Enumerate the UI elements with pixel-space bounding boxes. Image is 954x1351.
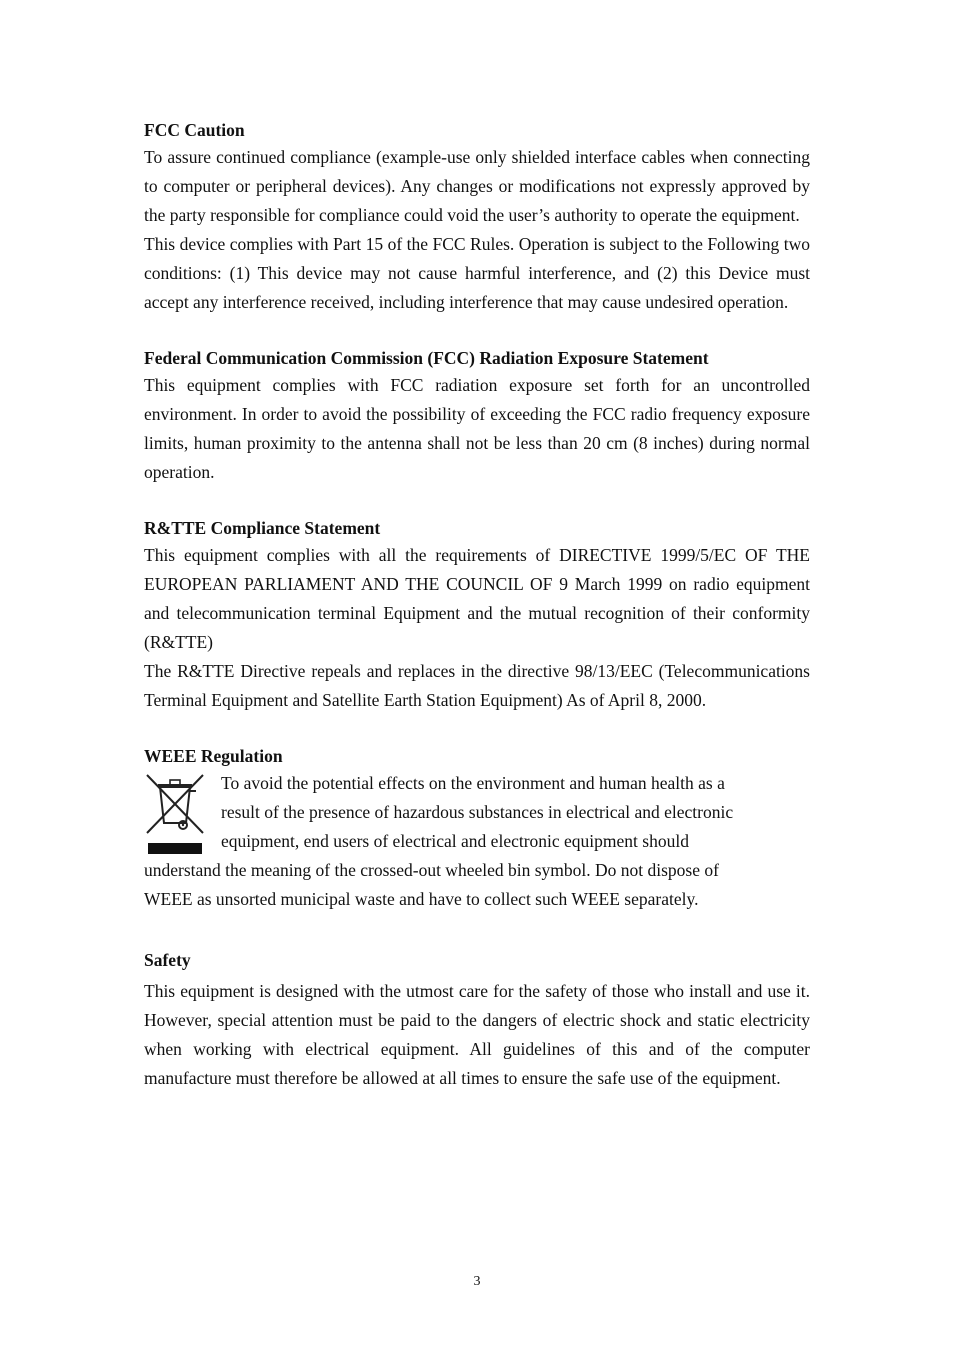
section-gap — [144, 317, 810, 346]
radiation-paragraph-1: This equipment complies with FCC radiation exposure set forth for an uncontrolled environment. In order to avoid the possibility of exceeding the FCC radio frequency exposure limits, human proximity to the antenna shall not be less than 20 cm (8 inches) during normal operation. — [144, 375, 810, 482]
document-page — [144, 118, 810, 1093]
safety-section — [144, 943, 810, 1093]
safety-paragraph-1: This equipment is designed with the utmost care for the safety of those who install and use it. However, special attention must be paid to the dangers of electric shock and static electricity when working with electrical equipment. All guidelines of this and of the computer manufacture must therefore be allowed at all times to ensure the safe use of the equipment. — [144, 981, 810, 1088]
page-number: 3 — [473, 1274, 481, 1289]
weee-line-3: equipment, end users of electrical and electronic equipment should — [221, 831, 689, 851]
weee-title: WEEE Regulation — [144, 746, 283, 766]
crossed-out-wheeled-bin-icon — [144, 773, 206, 857]
section-gap — [144, 715, 810, 744]
fcc-caution-paragraph-2: This device complies with Part 15 of the FCC Rules. Operation is subject to the Following two conditions: (1) This device may not cause harmful interference, and (2) this Device must accept any interference received, including interference that may cause undesired operation. — [144, 234, 810, 312]
weee-line-2: result of the presence of hazardous substances in electrical and electronic — [221, 802, 734, 822]
fcc-caution-paragraph-1: To assure continued compliance (example-use only shielded interface cables when connecting to computer or peripheral devices). Any changes or modifications not expressly approved by the party responsible for compliance could void the user’s authority to operate the equipment. — [144, 147, 810, 225]
fcc-caution-section — [144, 118, 810, 317]
radiation-title: Federal Communication Commission (FCC) Radiation Exposure Statement — [144, 348, 709, 368]
weee-section — [144, 744, 810, 914]
weee-body — [144, 769, 810, 914]
radiation-section — [144, 346, 810, 487]
rtte-section — [144, 516, 810, 715]
fcc-caution-title: FCC Caution — [144, 120, 245, 140]
rtte-title: R&TTE Compliance Statement — [144, 518, 381, 538]
weee-line-4: understand the meaning of the crossed-out wheeled bin symbol. Do not dispose of — [144, 860, 719, 880]
weee-line-1: To avoid the potential effects on the environment and human health as a — [221, 773, 725, 793]
rtte-paragraph-1: This equipment complies with all the requirements of DIRECTIVE 1999/5/EC OF THE EUROPEAN PARLIAMENT AND THE COUNCIL OF 9 March 1999 on radio equipment and telecommunication terminal Equipment and the mutual recognition of their conformity (R&TTE) — [144, 545, 810, 652]
rtte-paragraph-2: The R&TTE Directive repeals and replaces in the directive 98/13/EEC (Telecommunications Terminal Equipment and Satellite Earth Station Equipment) As of April 8, 2000. — [144, 661, 810, 710]
weee-line-5: WEEE as unsorted municipal waste and have to collect such WEEE separately. — [144, 889, 699, 909]
section-gap — [144, 487, 810, 516]
safety-title: Safety — [144, 950, 191, 970]
